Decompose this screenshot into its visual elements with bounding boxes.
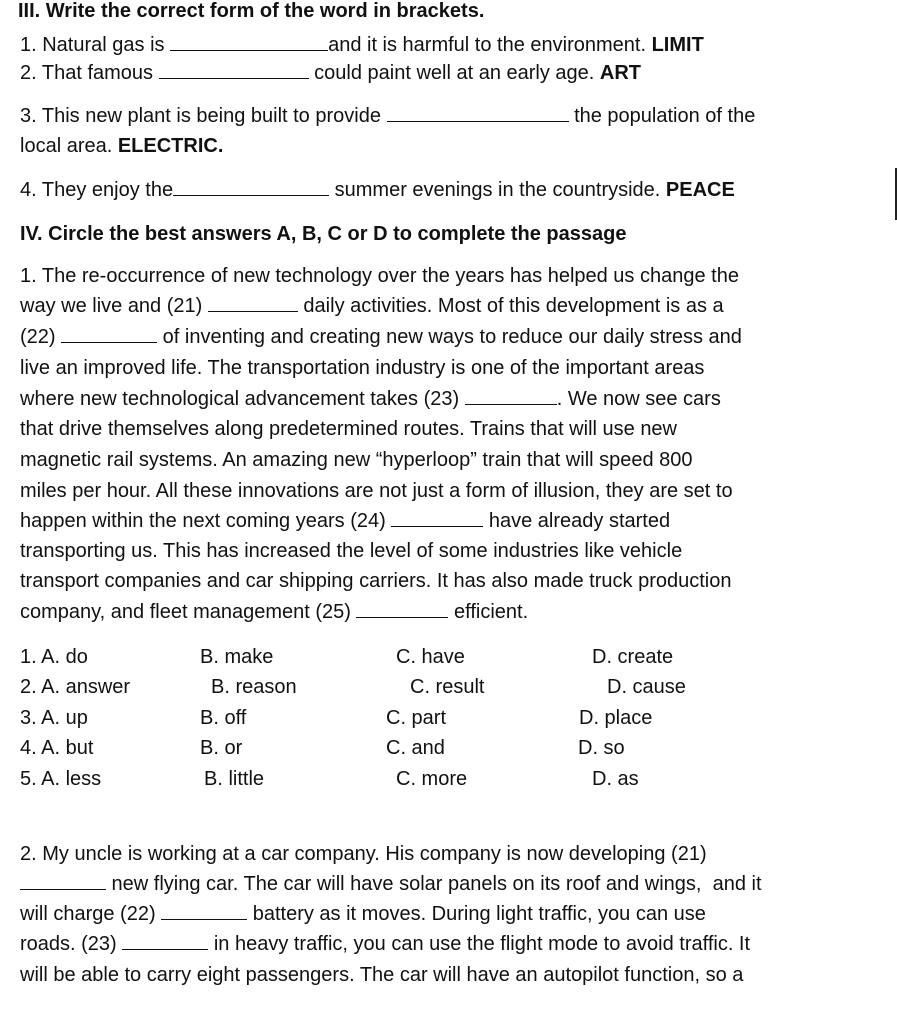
question-3-1: 1. Natural gas is and it is harmful to the environment. LIMIT xyxy=(20,34,704,56)
answer-blank[interactable] xyxy=(170,33,328,51)
answer-blank[interactable] xyxy=(387,104,569,122)
option-2-b[interactable]: B. reason xyxy=(211,676,297,698)
answer-blank-23[interactable] xyxy=(122,932,208,950)
option-1-d[interactable]: D. create xyxy=(592,646,674,668)
question-3-3: 3. This new plant is being built to provide the population of the xyxy=(20,105,756,127)
option-3-a[interactable]: 3. A. up xyxy=(20,707,88,729)
answer-blank-21[interactable] xyxy=(208,294,298,312)
option-1-a[interactable]: 1. A. do xyxy=(20,646,88,668)
passage-2-line: new flying car. The car will have solar panels on its roof and wings, and it xyxy=(20,872,762,896)
option-3-d[interactable]: D. place xyxy=(579,707,653,729)
option-4-d[interactable]: D. so xyxy=(578,737,625,759)
passage-1-line: that drive themselves along predetermined routes. Trains that will use new xyxy=(20,418,678,440)
option-2-a[interactable]: 2. A. answer xyxy=(20,676,131,698)
option-5-b[interactable]: B. little xyxy=(204,768,265,790)
question-3-4: 4. They enjoy the summer evenings in the countryside. PEACE xyxy=(20,179,735,201)
passage-1-line: way we live and (21) daily activities. Most of this development is as a xyxy=(20,295,724,317)
answer-blank[interactable] xyxy=(173,178,329,196)
passage-1-line: live an improved life. The transportation industry is one of the important areas xyxy=(20,357,705,379)
passage-1-line: transporting us. This has increased the level of some industries like vehicle xyxy=(20,540,683,562)
passage-1-line: magnetic rail systems. An amazing new “hyperloop” train that will speed 800 xyxy=(20,449,693,471)
option-4-b[interactable]: B. or xyxy=(200,737,243,759)
option-1-b[interactable]: B. make xyxy=(200,646,274,668)
passage-2-line: 2. My uncle is working at a car company. His company is now developing (21) xyxy=(20,843,707,865)
section-3-heading: III. Write the correct form of the word in brackets. xyxy=(18,0,485,22)
section-4-heading: IV. Circle the best answers A, B, C or D to complete the passage xyxy=(20,223,627,245)
passage-2-line: will be able to carry eight passengers. The car will have an autopilot function, so a xyxy=(20,964,744,986)
passage-1-line: miles per hour. All these innovations are not just a form of illusion, they are set to xyxy=(20,480,733,502)
option-4-c[interactable]: C. and xyxy=(386,737,445,759)
answer-blank-25[interactable] xyxy=(356,600,448,618)
answer-blank-21[interactable] xyxy=(20,872,106,890)
option-3-c[interactable]: C. part xyxy=(386,707,447,729)
answer-blank-22[interactable] xyxy=(61,325,157,343)
passage-2-line: roads. (23) in heavy traffic, you can use the flight mode to avoid traffic. It xyxy=(20,933,751,955)
passage-1-line: where new technological advancement takes (23) . We now see cars xyxy=(20,388,721,410)
passage-1-line: (22) of inventing and creating new ways to reduce our daily stress and xyxy=(20,326,742,348)
option-5-c[interactable]: C. more xyxy=(396,768,468,790)
option-2-d[interactable]: D. cause xyxy=(607,676,686,698)
passage-2-line: will charge (22) battery as it moves. During light traffic, you can use xyxy=(20,903,706,925)
option-4-a[interactable]: 4. A. but xyxy=(20,737,94,759)
passage-1-line: transport companies and car shipping carriers. It has also made truck production xyxy=(20,570,732,592)
option-2-c[interactable]: C. result xyxy=(410,676,485,698)
option-1-c[interactable]: C. have xyxy=(396,646,465,668)
question-3-2: 2. That famous could paint well at an early age. ART xyxy=(20,62,641,84)
question-3-3-cont: local area. ELECTRIC. xyxy=(20,135,224,157)
option-5-d[interactable]: D. as xyxy=(592,768,639,790)
option-5-a[interactable]: 5. A. less xyxy=(20,768,102,790)
answer-blank-24[interactable] xyxy=(391,509,483,527)
answer-blank-23[interactable] xyxy=(465,387,557,405)
passage-1-line: 1. The re-occurrence of new technology over the years has helped us change the xyxy=(20,265,739,287)
option-3-b[interactable]: B. off xyxy=(200,707,247,729)
answer-blank[interactable] xyxy=(159,61,309,79)
passage-1-line: happen within the next coming years (24) have already started xyxy=(20,510,671,532)
answer-blank-22[interactable] xyxy=(161,902,247,920)
passage-1-line: company, and fleet management (25) efficient. xyxy=(20,601,529,623)
